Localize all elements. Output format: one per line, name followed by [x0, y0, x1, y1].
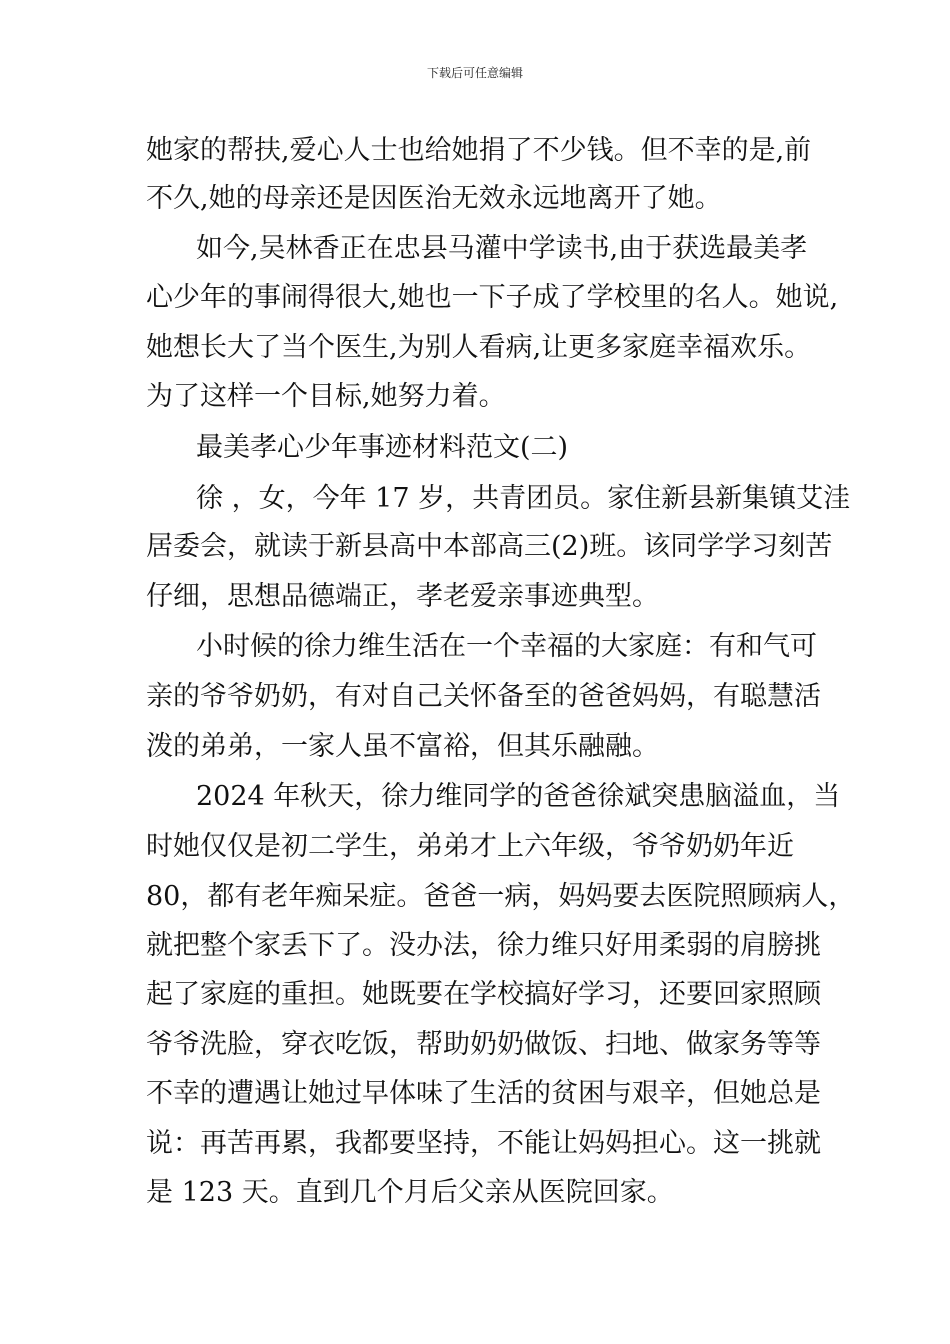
body-line: 为了这样一个目标,她努力着。 — [146, 381, 506, 412]
body-line: 如今,吴林香正在忠县马灌中学读书,由于获选最美孝 — [196, 233, 808, 264]
body-line: 心少年的事闹得很大,她也一下子成了学校里的名人。她说, — [146, 282, 839, 313]
section-heading: 最美孝心少年事迹材料范文(二) — [196, 432, 569, 463]
page-header-note: 下载后可任意编辑 — [426, 66, 523, 80]
body-line: 时她仅仅是初二学生，弟弟才上六年级，爷爷奶奶年近 — [146, 831, 794, 862]
body-line: 是 123 天。直到几个月后父亲从医院回家。 — [146, 1177, 674, 1208]
body-line: 2024 年秋天，徐力维同学的爸爸徐斌突患脑溢血，当 — [196, 781, 841, 812]
body-line: 小时候的徐力维生活在一个幸福的大家庭：有和气可 — [196, 631, 817, 662]
body-line: 亲的爷爷奶奶，有对自己关怀备至的爸爸妈妈，有聪慧活 — [146, 681, 821, 712]
body-line: 起了家庭的重担。她既要在学校搞好学习，还要回家照顾 — [146, 979, 821, 1010]
body-line: 仔细，思想品德端正，孝老爱亲事迹典型。 — [146, 581, 659, 612]
body-line: 居委会，就读于新县高中本部高三(2)班。该同学学习刻苦 — [146, 531, 833, 562]
body-line: 不幸的遭遇让她过早体味了生活的贫困与艰辛，但她总是 — [146, 1078, 821, 1109]
body-line: 她家的帮扶,爱心人士也给她捐了不少钱。但不幸的是,前 — [146, 135, 812, 166]
body-line: 就把整个家丢下了。没办法，徐力维只好用柔弱的肩膀挑 — [146, 930, 821, 961]
body-line: 不久,她的母亲还是因医治无效永远地离开了她。 — [146, 183, 722, 214]
body-line: 徐 ，女，今年 17 岁，共青团员。家住新县新集镇艾洼 — [196, 483, 851, 514]
body-line: 说：再苦再累，我都要坚持，不能让妈妈担心。这一挑就 — [146, 1128, 821, 1159]
body-line: 她想长大了当个医生,为别人看病,让更多家庭幸福欢乐。 — [146, 332, 812, 363]
body-line: 80，都有老年痴呆症。爸爸一病，妈妈要去医院照顾病人， — [146, 881, 856, 912]
body-line: 爷爷洗脸，穿衣吃饭，帮助奶奶做饭、扫地、做家务等等 — [146, 1029, 821, 1060]
body-line: 泼的弟弟，一家人虽不富裕，但其乐融融。 — [146, 731, 659, 762]
